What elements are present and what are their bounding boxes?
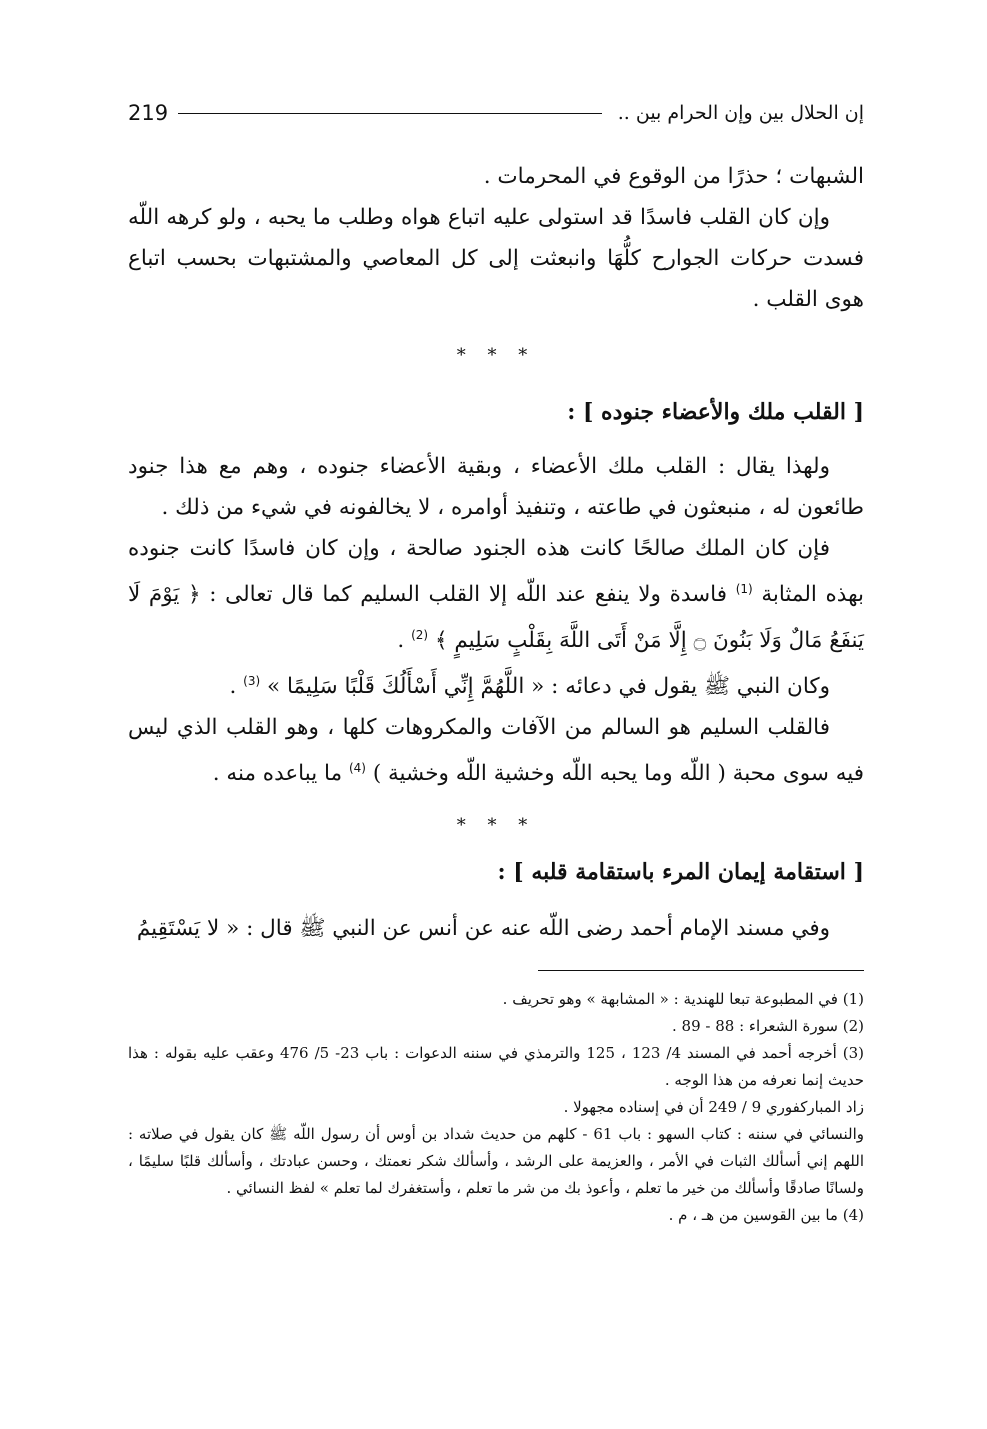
section-intro (128, 156, 864, 320)
paragraph: ولهذا يقال : القلب ملك الأعضاء ، وبقية الأعضاء جنوده ، وهم مع هذا جنود طائعون له ، منبعثون في طاعته ، وتنفيذ أوامره ، لا يخالفونه في شيء من ذلك . (128, 454, 864, 520)
header-rule (178, 113, 602, 114)
running-header (128, 96, 864, 130)
section-heading: [ استقامة إيمان المرء باستقامة قلبه ] : (497, 859, 864, 885)
paragraph (128, 528, 864, 661)
footnote: (4) ما بين القوسين من هـ ، م . (668, 1206, 864, 1224)
footnote: (2) سورة الشعراء : 88 - 89 . (671, 1017, 864, 1035)
section-separator: * * * (456, 815, 536, 836)
footnote-ref[interactable]: (2) (411, 628, 429, 643)
paragraph: وإن كان القلب فاسدًا قد استولى عليه اتباع هواه وطلب ما يحبه ، ولو كرهه اللّه فسدت حركات الجوارح كلُّهَا وانبعثت إلى كل المعاصي والمشتبهات بحسب اتباع هوى القلب . (128, 205, 864, 312)
section-separator: * * * (456, 345, 536, 366)
paragraph (128, 661, 864, 707)
footnote-divider (538, 970, 864, 971)
footnote-ref[interactable]: (1) (735, 582, 753, 596)
paragraph-text: . (397, 628, 405, 654)
footnote-ref[interactable]: (4) (348, 761, 366, 776)
footnote: زاد المباركفوري 9 / 249 أن في إسناده مجهولا . (563, 1098, 864, 1116)
page-number: 219 (128, 101, 169, 125)
header-title: إن الحلال بين وإن الحرام بين .. (617, 102, 864, 124)
footnote-ref[interactable]: (3) (243, 674, 261, 689)
paragraph-text: ما يباعده منه . (212, 761, 343, 787)
paragraph: الشبهات ؛ حذرًا من الوقوع في المحرمات . (483, 164, 864, 189)
paragraph-text: فإن كان الملك صالحًا كانت هذه الجنود صالحة ، وإن كان فاسدًا كانت جنوده بهذه المثابة (128, 536, 864, 608)
paragraph (128, 707, 864, 794)
footnote: (3) أخرجه أحمد في المسند 4/ 123 ، 125 والترمذي في سننه الدعوات : باب 23- 5/ 476 وعقب عليه بقوله : هذا حديث إنما نعرفه من هذا الوجه . (128, 1044, 865, 1089)
footnote: (1) في المطبوعة تبعا للهندية : « المشابهة » وهو تحريف . (502, 990, 864, 1008)
paragraph-text: فاسدة ولا ينفع عند اللّه إلا القلب السليم كما قال تعالى : ﴿ يَوْمَ لَا يَنفَعُ مَالٌ وَلَا بَنُونَ ۝ إِلَّا مَنْ أَتَى اللَّهَ بِقَلْبٍ سَلِيمٍ ﴾ (128, 582, 864, 654)
section-heading: [ القلب ملك والأعضاء جنوده ] : (567, 399, 864, 425)
footnote: والنسائي في سننه : كتاب السهو : باب 61 - كلهم من حديث شداد بن أوس أن رسول اللّه ﷺ كان يقول في صلاته : اللهم إني أسألك الثبات في الأمر ، والعزيمة على الرشد ، وأسألك شكر نعمتك ، وحسن عبادتك ، وأسألك قلبًا سليمًا ، ولسانًا صادقًا وأسألك من خير ما تعلم ، وأعوذ بك من شر ما تعلم ، وأستغفرك لما تعلم » لفظ النسائي . (128, 1125, 864, 1197)
paragraph-text: . (229, 674, 237, 700)
paragraph-text: فالقلب السليم هو السالم من الآفات والمكروهات كلها ، وهو القلب الذي ليس فيه سوى محبة ( اللّه وما يحبه اللّه وخشية اللّه وخشية ) (128, 715, 864, 787)
paragraph-text: وكان النبي ﷺ يقول في دعائه : « اللَّهُمَّ إِنِّي أَسْأَلُكَ قَلْبًا سَلِيمًا » (267, 674, 830, 700)
section-faith (128, 908, 864, 949)
footnotes (128, 986, 864, 1229)
paragraph: وفي مسند الإمام أحمد رضى اللّه عنه عن أنس عن النبي ﷺ قال : « لا يَسْتَقِيمُ (136, 916, 830, 941)
section-heart-king (128, 446, 864, 795)
